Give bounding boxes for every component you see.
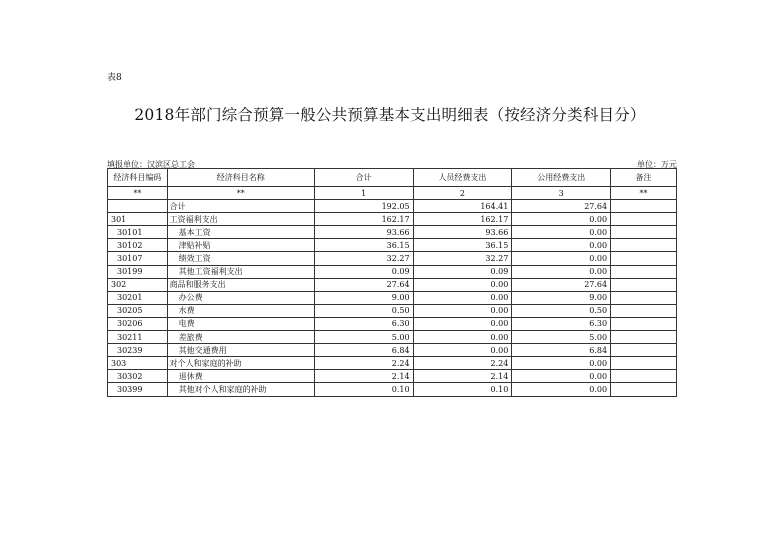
table-number: 表8 (107, 73, 122, 83)
cell-note (611, 317, 677, 330)
cell-note (611, 304, 677, 317)
cell-note (611, 331, 677, 344)
table-row (108, 304, 677, 317)
cell-code: 30102 (108, 239, 168, 252)
header-total: 合计 (314, 169, 413, 187)
cell-public: 0.00 (512, 370, 611, 383)
table-row (108, 226, 677, 239)
index-row (108, 187, 677, 200)
cell-personnel: 0.00 (413, 291, 512, 304)
cell-code: 30205 (108, 304, 168, 317)
cell-code: 30211 (108, 331, 168, 344)
cell-public: 6.30 (512, 317, 611, 330)
header-personnel: 人员经费支出 (413, 169, 512, 187)
cell-public: 0.00 (512, 239, 611, 252)
cell-public: 9.00 (512, 291, 611, 304)
cell-personnel: 0.09 (413, 265, 512, 278)
cell-personnel: 0.00 (413, 317, 512, 330)
cell-note (611, 344, 677, 357)
table-header (108, 169, 677, 187)
index-code: ** (108, 187, 168, 200)
cell-total: 32.27 (314, 252, 413, 265)
cell-personnel: 0.00 (413, 344, 512, 357)
cell-code: 30199 (108, 265, 168, 278)
cell-total: 93.66 (314, 226, 413, 239)
table-row (108, 278, 677, 291)
cell-code (108, 200, 168, 213)
cell-public: 0.00 (512, 383, 611, 396)
table-row (108, 265, 677, 278)
table-row (108, 383, 677, 396)
cell-public: 0.00 (512, 265, 611, 278)
page-title: 2018年部门综合预算一般公共预算基本支出明细表（按经济分类科目分） (134, 106, 646, 124)
cell-name: 办公费 (167, 291, 314, 304)
cell-total: 192.05 (314, 200, 413, 213)
cell-personnel: 0.00 (413, 304, 512, 317)
cell-total: 0.09 (314, 265, 413, 278)
cell-total: 0.50 (314, 304, 413, 317)
cell-personnel: 162.17 (413, 213, 512, 226)
cell-note (611, 370, 677, 383)
cell-personnel: 0.00 (413, 331, 512, 344)
cell-note (611, 200, 677, 213)
cell-total: 162.17 (314, 213, 413, 226)
cell-name: 商品和服务支出 (167, 278, 314, 291)
cell-public: 5.00 (512, 331, 611, 344)
cell-public: 0.00 (512, 252, 611, 265)
cell-name: 电费 (167, 317, 314, 330)
cell-name: 绩效工资 (167, 252, 314, 265)
table-row (108, 370, 677, 383)
table-row (108, 317, 677, 330)
cell-code: 301 (108, 213, 168, 226)
cell-total: 36.15 (314, 239, 413, 252)
cell-personnel: 0.10 (413, 383, 512, 396)
cell-personnel: 32.27 (413, 252, 512, 265)
header-note: 备注 (611, 169, 677, 187)
cell-total: 6.84 (314, 344, 413, 357)
cell-personnel: 36.15 (413, 239, 512, 252)
cell-name: 其他对个人和家庭的补助 (167, 383, 314, 396)
cell-name: 差旅费 (167, 331, 314, 344)
cell-public: 0.00 (512, 213, 611, 226)
index-public: 3 (512, 187, 611, 200)
budget-table (107, 168, 677, 397)
cell-note (611, 383, 677, 396)
cell-total: 5.00 (314, 331, 413, 344)
currency-unit: 单位：万元 (637, 160, 677, 169)
cell-code: 30107 (108, 252, 168, 265)
cell-total: 6.30 (314, 317, 413, 330)
cell-code: 30101 (108, 226, 168, 239)
table-row (108, 331, 677, 344)
table-row (108, 213, 677, 226)
cell-code: 30399 (108, 383, 168, 396)
cell-note (611, 252, 677, 265)
cell-personnel: 2.24 (413, 357, 512, 370)
index-note: ** (611, 187, 677, 200)
cell-public: 27.64 (512, 200, 611, 213)
cell-note (611, 278, 677, 291)
cell-name: 其他工资福利支出 (167, 265, 314, 278)
cell-personnel: 93.66 (413, 226, 512, 239)
cell-total: 2.24 (314, 357, 413, 370)
cell-name: 对个人和家庭的补助 (167, 357, 314, 370)
cell-personnel: 2.14 (413, 370, 512, 383)
header-name: 经济科目名称 (167, 169, 314, 187)
cell-name: 退休费 (167, 370, 314, 383)
cell-note (611, 291, 677, 304)
cell-code: 30239 (108, 344, 168, 357)
cell-total: 2.14 (314, 370, 413, 383)
table-body (108, 187, 677, 397)
table-row (108, 291, 677, 304)
cell-total: 0.10 (314, 383, 413, 396)
cell-name: 其他交通费用 (167, 344, 314, 357)
cell-personnel: 0.00 (413, 278, 512, 291)
cell-note (611, 226, 677, 239)
cell-code: 302 (108, 278, 168, 291)
cell-code: 303 (108, 357, 168, 370)
cell-personnel: 164.41 (413, 200, 512, 213)
cell-name: 工资福利支出 (167, 213, 314, 226)
index-personnel: 2 (413, 187, 512, 200)
table-row (108, 200, 677, 213)
table-row (108, 239, 677, 252)
cell-note (611, 239, 677, 252)
cell-name: 津贴补贴 (167, 239, 314, 252)
cell-total: 9.00 (314, 291, 413, 304)
header-row (108, 169, 677, 187)
table-row (108, 344, 677, 357)
cell-public: 0.00 (512, 357, 611, 370)
cell-name: 合计 (167, 200, 314, 213)
header-code: 经济科目编码 (108, 169, 168, 187)
cell-public: 27.64 (512, 278, 611, 291)
table-row (108, 357, 677, 370)
cell-public: 0.00 (512, 226, 611, 239)
cell-note (611, 265, 677, 278)
cell-public: 6.84 (512, 344, 611, 357)
cell-public: 0.50 (512, 304, 611, 317)
cell-name: 水费 (167, 304, 314, 317)
cell-code: 30302 (108, 370, 168, 383)
cell-code: 30206 (108, 317, 168, 330)
cell-name: 基本工资 (167, 226, 314, 239)
index-total: 1 (314, 187, 413, 200)
reporting-unit: 填报单位：汉滨区总工会 (107, 160, 195, 169)
cell-total: 27.64 (314, 278, 413, 291)
cell-code: 30201 (108, 291, 168, 304)
cell-note (611, 213, 677, 226)
header-public: 公用经费支出 (512, 169, 611, 187)
table-row (108, 252, 677, 265)
cell-note (611, 357, 677, 370)
index-name: ** (167, 187, 314, 200)
